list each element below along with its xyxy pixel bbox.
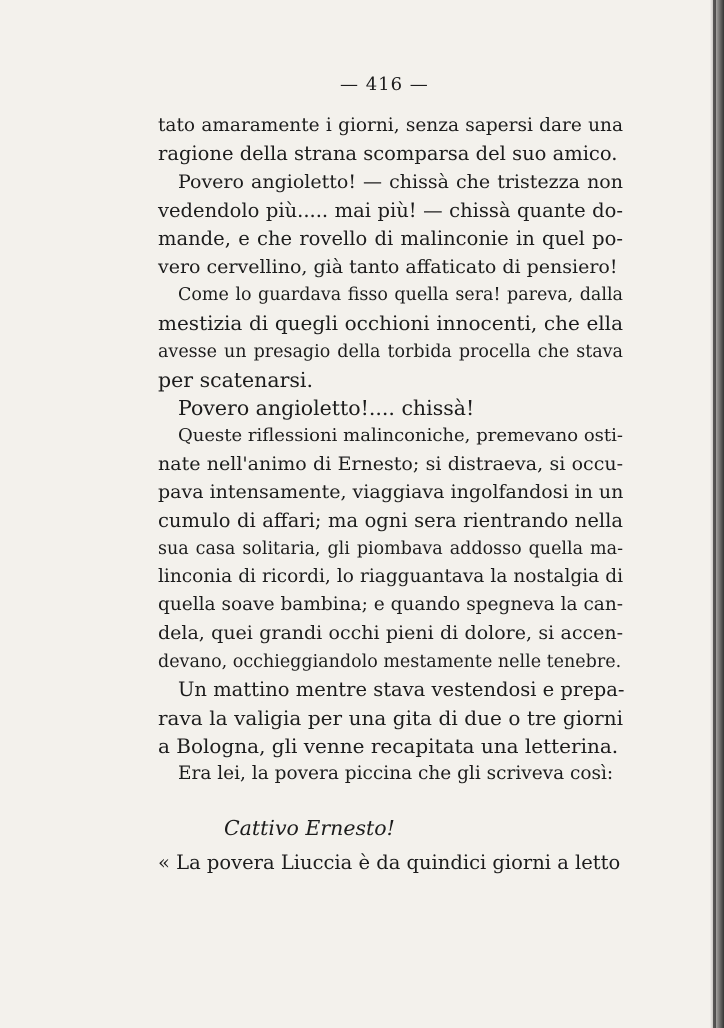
- text-line: pava intensamente, viaggiava ingolfandosi in un: [158, 481, 624, 504]
- text-line: Era lei, la povera piccina che gli scriveva così:: [178, 763, 614, 785]
- text-line: ragione della strana scomparsa del suo amico.: [158, 142, 618, 166]
- text-line: mande, e che rovello di malinconie in quel po-: [158, 226, 623, 250]
- text-line: Un mattino mentre stava vestendosi e prepa-: [178, 677, 625, 701]
- text-line: tato amaramente i giorni, senza sapersi dare una: [158, 115, 623, 136]
- text-line: dela, quei grandi occhi pieni di dolore, si accen-: [158, 622, 623, 645]
- page-edge-line: [713, 0, 716, 1028]
- text-line: nate nell'animo di Ernesto; si distraeva, si occu-: [158, 453, 623, 476]
- text-line: mestizia di quegli occhioni innocenti, che ella: [158, 311, 623, 336]
- text-line: linconia di ricordi, lo riagguantava la nostalgia di: [158, 566, 623, 587]
- text-line: vero cervellino, già tanto affaticato di pensiero!: [158, 255, 618, 278]
- body-text: [158, 112, 623, 877]
- text-line: quella soave bambina; e quando spegneva la can-: [158, 594, 623, 616]
- text-line: per scatenarsi.: [158, 367, 313, 392]
- text-line: vedendolo più..... mai più! — chissà quante do-: [158, 198, 623, 222]
- letter-spacer: [158, 789, 623, 813]
- page-number: — 416 —: [340, 74, 429, 95]
- text-line: Come lo guardava fisso quella sera! pareva, dalla: [178, 285, 623, 306]
- text-line: sua casa solitaria, gli piombava addosso quella ma-: [158, 538, 623, 559]
- text-line: Povero angioletto!.... chissà!: [178, 395, 475, 420]
- text-line: Povero angioletto! — chissà che tristezza non: [178, 171, 623, 194]
- text-line: devano, occhieggiandolo mestamente nelle tenebre.: [158, 651, 622, 672]
- text-line: cumulo di affari; ma ogni sera rientrando nella: [158, 508, 623, 532]
- text-line: rava la valigia per una gita di due o tre giorni: [158, 705, 623, 730]
- text-line: avesse un presagio della torbida procella che stava: [158, 341, 623, 362]
- text-line: Queste riflessioni malinconiche, premevano osti-: [178, 425, 623, 447]
- text-line: a Bologna, gli venne recapitata una letterina.: [158, 734, 619, 759]
- letter-first-line: « La povera Liuccia è da quindici giorni a letto: [158, 850, 621, 874]
- letter-salutation: Cattivo Ernesto!: [224, 815, 395, 840]
